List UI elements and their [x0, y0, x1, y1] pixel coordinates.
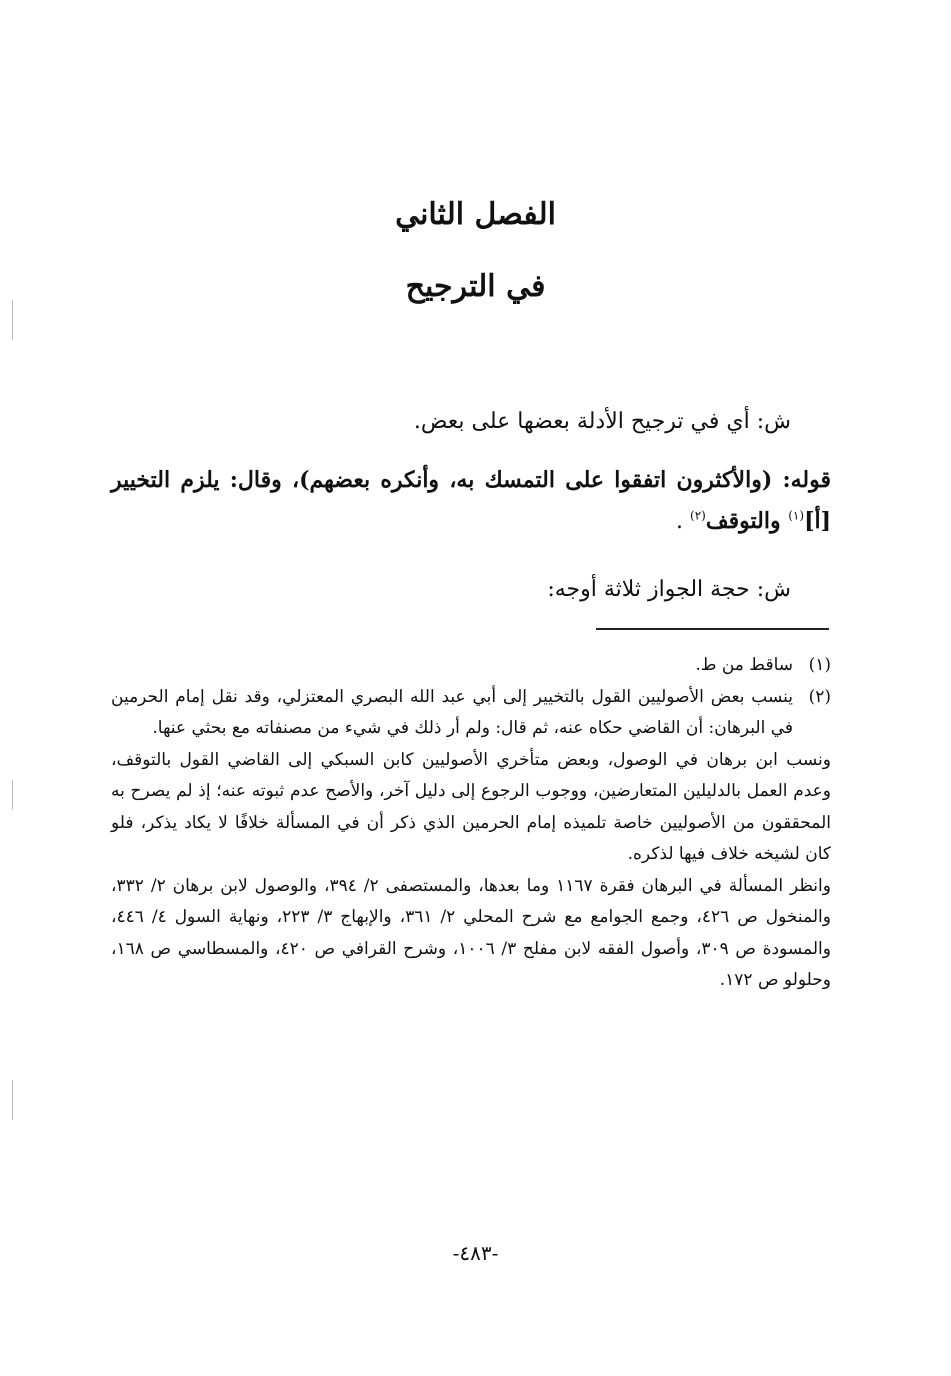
footnote-paragraph: ينسب بعض الأصوليين القول بالتخيير إلى أبي عبد الله البصري المعتزلي، وقد نقل إمام الحرمين في البرهان: أن القاضي حكاه عنه، ثم قال: ولم أر ذلك في شيء من مصنفاته مع بحثي عنها.	[111, 686, 793, 738]
page-number: -٤٨٣-	[452, 1241, 499, 1265]
commentary-paragraph-2: ش: حجة الجواز ثلاثة أوجه:	[547, 577, 791, 602]
footnotes-section	[111, 650, 831, 997]
quote-text: قوله: (والأكثرون اتفقوا على التمسك به، وأنكره بعضهم)، وقال: يلزم التخيير [أ]	[111, 467, 832, 534]
scan-edge-mark	[12, 300, 13, 340]
footnote-number: (١)	[808, 655, 831, 675]
footnote-paragraph: ونسب ابن برهان في الوصول، وبعض متأخري الأصوليين كابن السبكي إلى القاضي القول بالتوقف، وعدم العمل بالدليلين المتعارضين، ووجوب الرجوع إلى دليل آخر، والأصح عدم ثبوته عنه؛ إذ لم يصرح به المحققون من الأصوليين خاصة تلميذه إمام الحرمين الذي ذكر أن في المسألة خلافًا لا يكاد يذكر، فلو كان لشيخه خلاف فيها لذكره.	[111, 749, 831, 864]
quote-end: .	[676, 509, 690, 534]
footnote-body	[111, 650, 793, 682]
scan-edge-mark	[12, 1080, 13, 1120]
footnote-ref-2[interactable]: (٢)	[690, 508, 706, 523]
commentary-paragraph-1: ش: أي في ترجيح الأدلة بعضها على بعض.	[413, 409, 791, 434]
footnote-paragraph: ساقط من ط.	[695, 655, 793, 675]
footnote-ref-1[interactable]: (١)	[788, 508, 805, 523]
footnote-paragraph: وانظر المسألة في البرهان فقرة ١١٦٧ وما بعدها، والمستصفى ٢/ ٣٩٤، والوصول لابن برهان ٢/ ٣٣٢، والمنخول ص ٤٢٦، وجمع الجوامع مع شرح المحلي ٢/ ٣٦١، والإبهاج ٣/ ٢٢٣، ونهاية السول ٤/ ٤٤٦، والمسودة ص ٣٠٩، وأصول الفقه لابن مفلح ٣/ ١٠٠٦، وشرح القرافي ص ٤٢٠، والمسطاسي ص ١٦٨، وحلولو ص ١٧٢.	[111, 875, 831, 990]
footnote-body	[111, 682, 793, 745]
footnote-body	[111, 745, 831, 997]
footnote-1	[111, 650, 831, 682]
footnote-divider	[596, 628, 829, 630]
footnote-2-continued	[111, 745, 831, 997]
footnote-2	[111, 682, 831, 745]
scan-edge-mark	[12, 780, 13, 810]
quote-text-continued: والتوقف	[705, 508, 789, 534]
chapter-subtitle: في الترجيح	[405, 269, 546, 304]
quoted-text-paragraph	[111, 460, 831, 542]
chapter-title: الفصل الثاني	[395, 197, 556, 232]
footnote-number: (٢)	[808, 686, 831, 707]
